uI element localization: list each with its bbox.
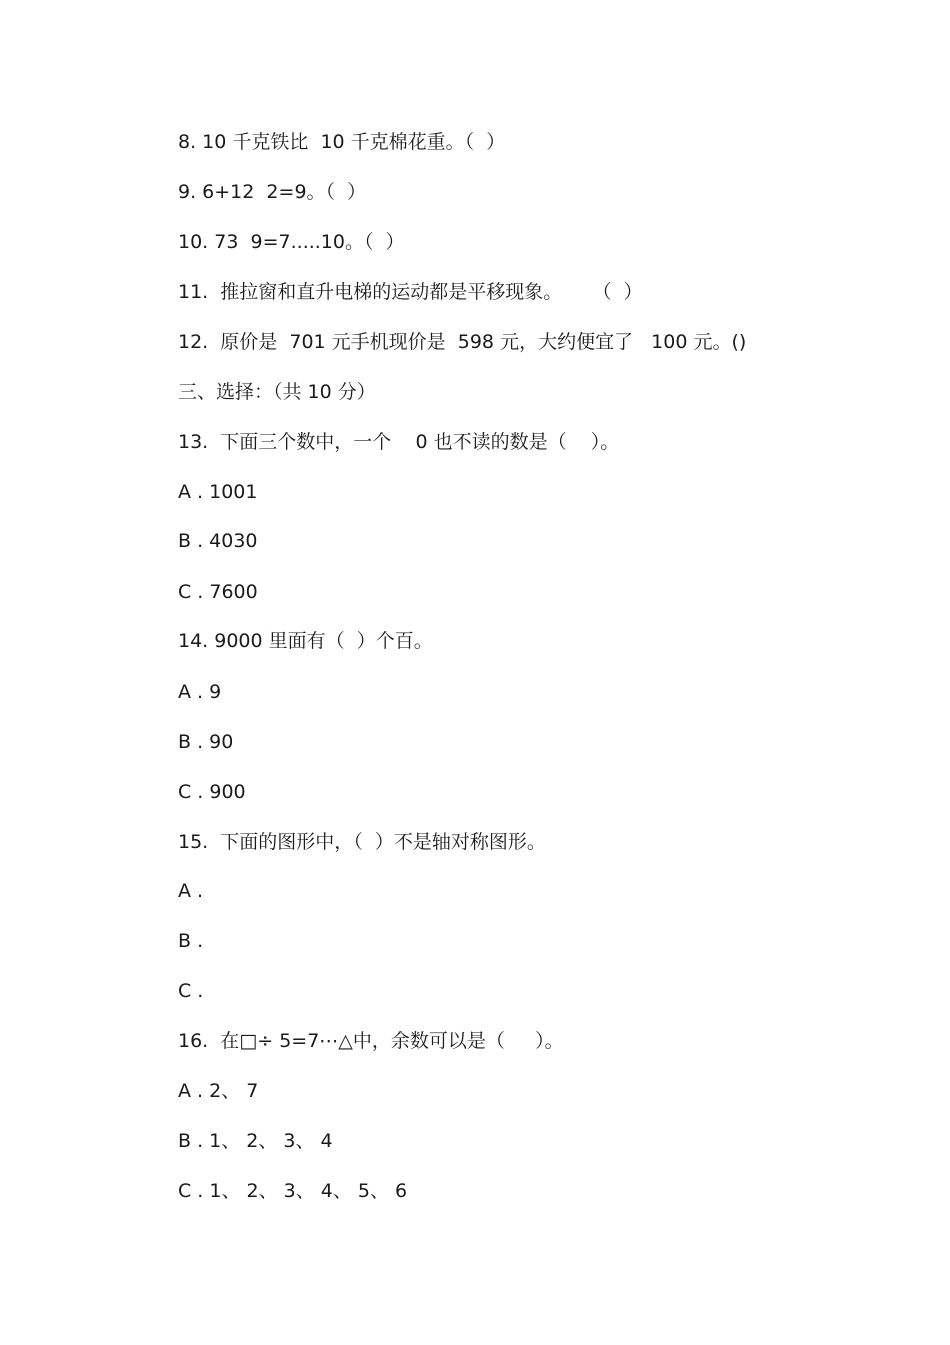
section-3-heading: 三、选择：（共 10 分）	[178, 381, 376, 403]
question-14-option-c: C . 900	[178, 781, 246, 803]
question-16-option-b: B . 1、 2、 3、 4	[178, 1130, 333, 1152]
question-14-option-a: A . 9	[178, 681, 222, 703]
question-13-option-c: C . 7600	[178, 581, 258, 603]
question-16-option-a: A . 2、 7	[178, 1080, 259, 1102]
question-13-option-a: A . 1001	[178, 481, 258, 503]
question-13-stem: 13. 下面三个数中，一个 0 也不读的数是（ ）。	[178, 431, 620, 453]
question-13-option-b: B . 4030	[178, 530, 258, 552]
question-8: 8. 10 千克铁比 10 千克棉花重。（ ）	[178, 131, 506, 153]
question-15-stem: 15. 下面的图形中，（ ）不是轴对称图形。	[178, 831, 546, 853]
question-9: 9. 6+12 2=9。（ ）	[178, 181, 367, 203]
question-14-stem: 14. 9000 里面有（ ）个百。	[178, 630, 433, 652]
question-12: 12. 原价是 701 元手机现价是 598 元，大约便宜了 100 元。()	[178, 331, 747, 353]
question-11: 11. 推拉窗和直升电梯的运动都是平移现象。 （ ）	[178, 281, 643, 303]
question-10: 10. 73 9=7.....10。（ ）	[178, 231, 405, 253]
question-14-option-b: B . 90	[178, 731, 234, 753]
question-15-option-c: C .	[178, 980, 204, 1002]
question-15-option-a: A .	[178, 880, 204, 902]
question-15-option-b: B .	[178, 930, 204, 952]
question-16-stem: 16. 在□÷ 5=7⋯△中，余数可以是（ ）。	[178, 1030, 564, 1052]
question-16-option-c: C . 1、 2、 3、 4、 5、 6	[178, 1180, 408, 1202]
